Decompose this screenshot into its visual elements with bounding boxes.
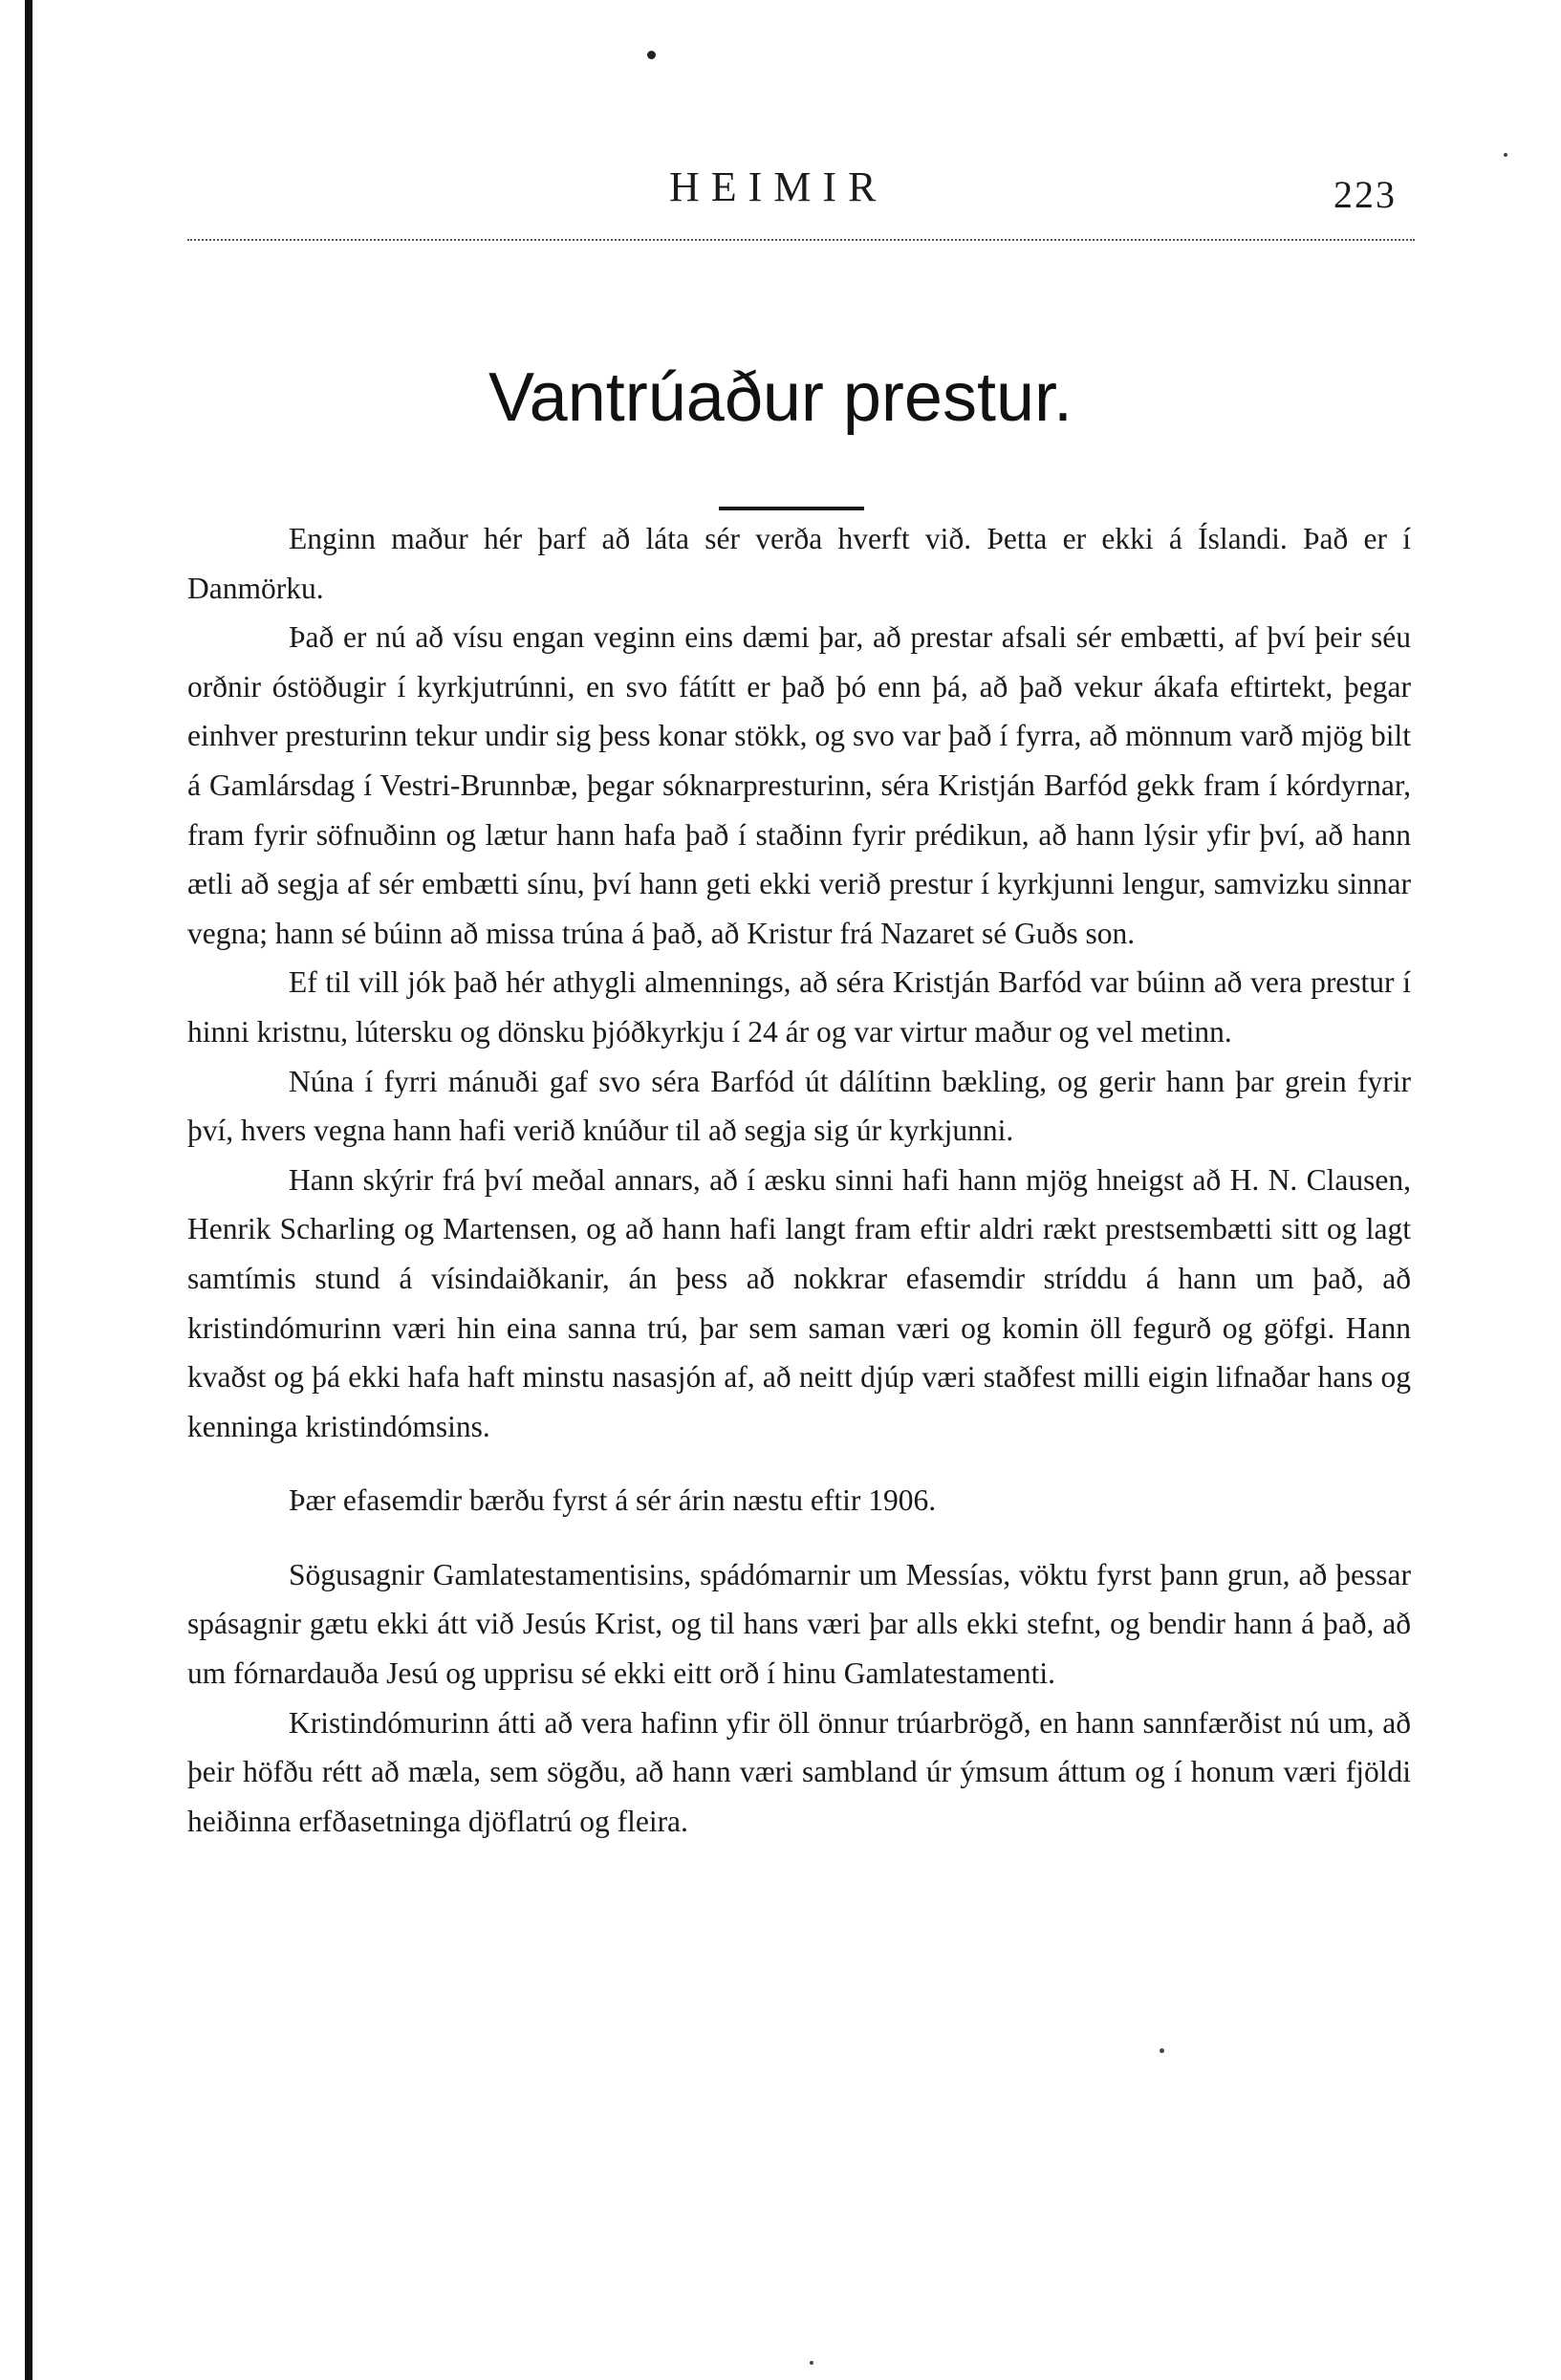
paper-speck: [1504, 153, 1507, 157]
paragraph: Kristindómurinn átti að vera hafinn yfir öll önnur trúarbrögð, en hann sannfærðist nú um, að þeir höfðu rétt að mæla, sem sögðu, að hann væri sambland úr ýmsum áttum og í honum væri fjöldi heiðinna erfðasetninga djöflatrú og fleira.: [187, 1705, 1411, 1838]
paragraph: Enginn maður hér þarf að láta sér verða hverft við. Þetta er ekki á Íslandi. Það er í Danmörku.: [187, 522, 1411, 605]
binding-edge-rule: [25, 0, 33, 2380]
paragraph: Sögusagnir Gamlatestamentisins, spádómarnir um Messías, vöktu fyrst þann grun, að þessar spásagnir gætu ekki átt við Jesús Krist, og til hans væri þar alls ekki stefnt, og bendir hann á það, að um fórnardauða Jesú og upprisu sé ekki eitt orð í hinu Gamlatestamenti.: [187, 1557, 1411, 1691]
paper-speck: [1160, 2048, 1164, 2053]
paragraph: Ef til vill jók það hér athygli almennings, að séra Kristján Barfód var búinn að vera prestur í hinni kristnu, lútersku og dönsku þjóðkyrkju í 24 ár og var virtur maður og vel metinn.: [187, 965, 1411, 1049]
paragraph: Núna í fyrri mánuði gaf svo séra Barfód út dálítinn bækling, og gerir hann þar grein fyrir því, hvers vegna hann hafi verið knúður til að segja sig úr kyrkjunni.: [187, 1064, 1411, 1148]
running-head: HEIMIR: [669, 163, 888, 210]
article-body: [187, 514, 1411, 1846]
article-title: Vantrúaður prestur.: [488, 359, 1073, 436]
paragraph: Það er nú að vísu engan veginn eins dæmi þar, að prestar afsali sér embætti, af því þeir séu orðnir óstöðugir í kyrkjutrúnni, en svo fátítt er það þó enn þá, að það vekur ákafa eftirtekt, þegar einhver presturinn tekur undir sig þess konar stökk, og svo var það í fyrra, að mönnum varð mjög bilt á Gamlársdag í Vestri-Brunnbæ, þegar sóknarpresturinn, séra Kristján Barfód gekk fram í kórdyrnar, fram fyrir söfnuðinn og lætur hann hafa það í staðinn fyrir prédikun, að hann lýsir yfir því, að hann ætli að segja af sér embætti sínu, því hann geti ekki verið prestur í kyrkjunni lengur, samvizku sinnar vegna; hann sé búinn að missa trúna á það, að Kristur frá Nazaret sé Guðs son.: [187, 620, 1411, 950]
page-number: 223: [1333, 173, 1397, 216]
paragraph: Hann skýrir frá því meðal annars, að í æsku sinni hafi hann mjög hneigst að H. N. Clausen, Henrik Scharling og Martensen, og að hann hafi langt fram eftir aldri rækt prestsembætti sitt og lagt samtímis stund á vísindaiðkanir, án þess að nokkrar efasemdir stríddu á hann um það, að kristindómurinn væri hin eina sanna trú, þar sem saman væri og komin öll fegurð og göfgi. Hann kvaðst og þá ekki hafa haft minstu nasasjón af, að neitt djúp væri staðfest milli eigin lifnaðar hans og kenninga kristindómsins.: [187, 1162, 1411, 1443]
header-rule: [187, 239, 1415, 241]
paragraph: Þær efasemdir bærðu fyrst á sér árin næstu eftir 1906.: [289, 1483, 937, 1518]
ink-dot: [647, 51, 656, 59]
title-rule: [719, 507, 864, 510]
paper-speck: [810, 2361, 813, 2365]
